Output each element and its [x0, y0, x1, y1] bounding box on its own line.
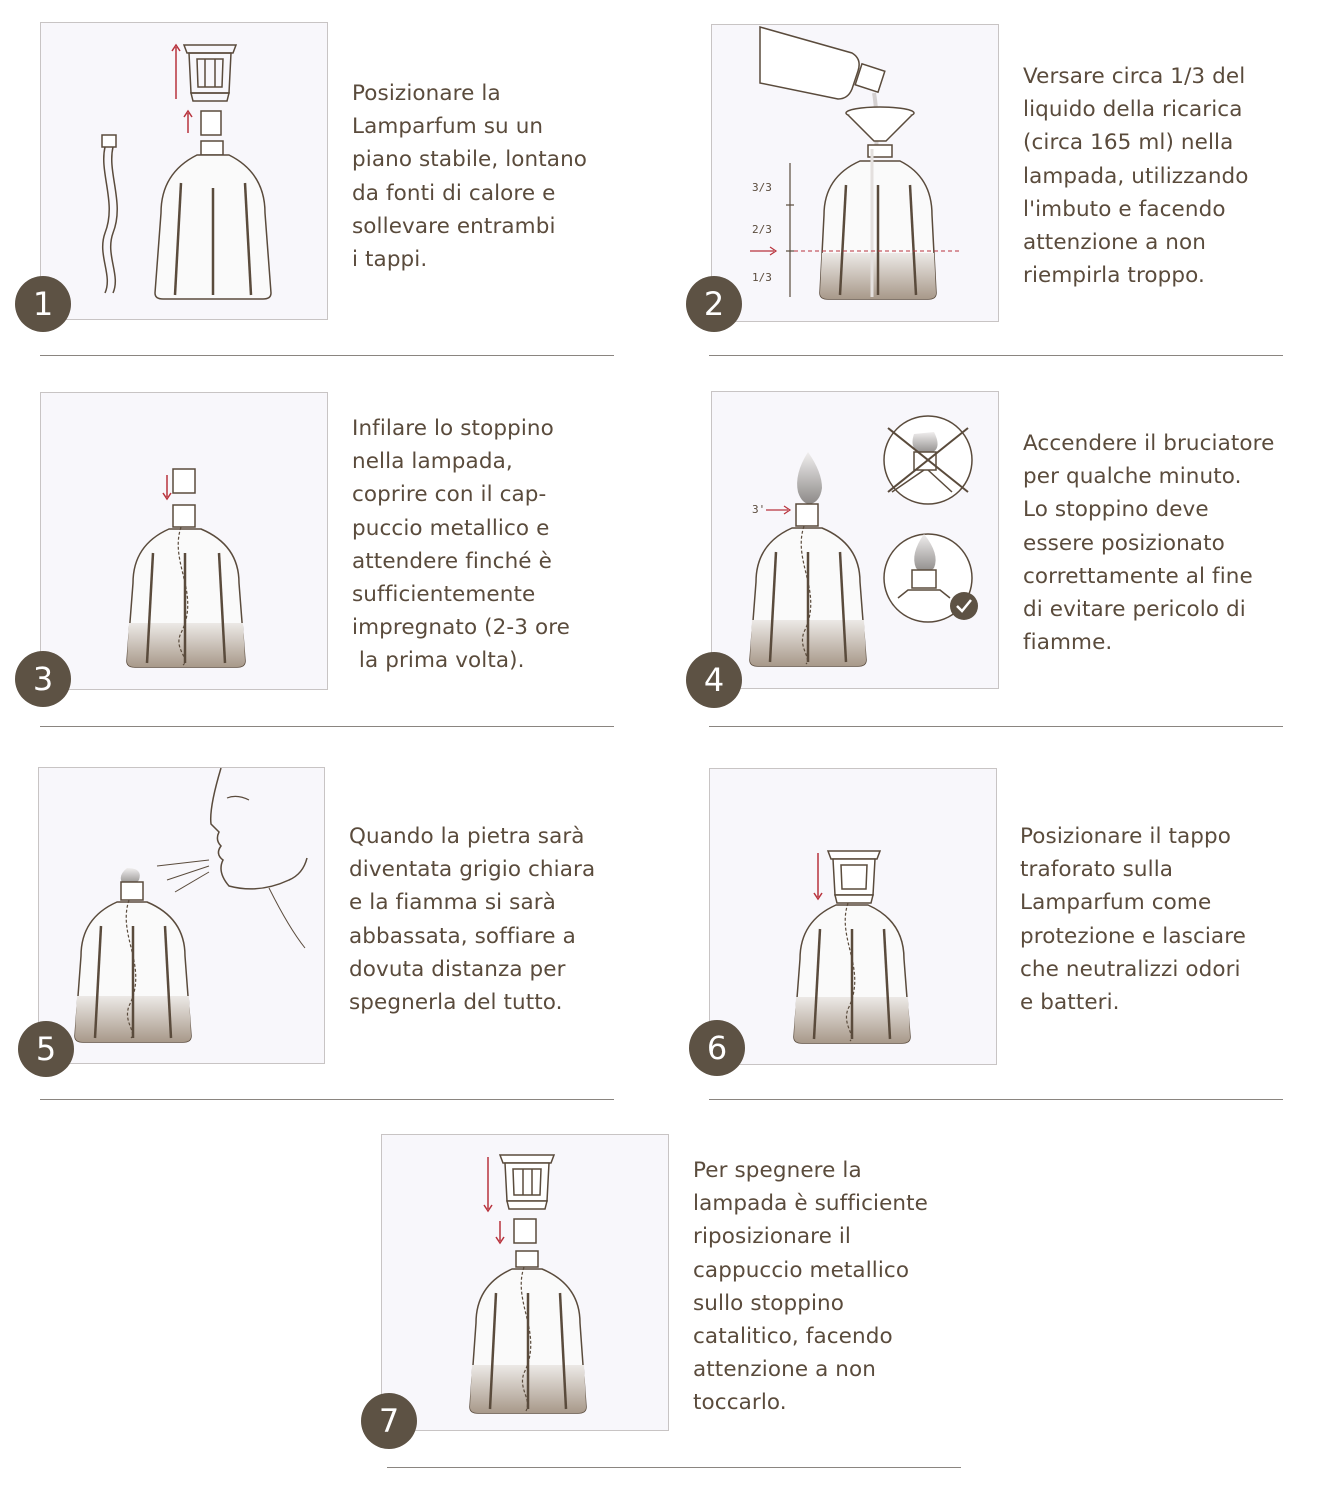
- lantern-cap-icon: [184, 45, 236, 101]
- divider: [387, 1467, 961, 1468]
- step-number-badge: 3: [15, 651, 71, 707]
- divider: [40, 726, 614, 727]
- level-label: 3/3: [752, 181, 772, 194]
- lantern-cap-icon: [828, 851, 880, 903]
- step-number-badge: 2: [686, 276, 742, 332]
- lamp-bottle-icon: [750, 504, 866, 666]
- step-3-text: Infilare lo stoppino nella lampada, coprire con il cap- puccio metallico e attendere finché è sufficientemente impregnato (2-3 ore la prima volta).: [352, 416, 571, 674]
- step-1-illustration: [40, 22, 328, 320]
- step-5-text: Quando la pietra sarà diventata grigio chiara e la fiamma si sarà abbassata, soffiare a dovuta distanza per spegnerla del tutto.: [349, 824, 596, 1016]
- time-label: 3': [752, 503, 766, 516]
- step-3-illustration: [40, 392, 328, 690]
- incorrect-position-icon: [884, 416, 972, 504]
- divider: [40, 1099, 614, 1100]
- step-2-text: Versare circa 1/3 del liquido della ricarica (circa 165 ml) nella lampada, utilizzando l'imbuto e facendo attenzione a non riempirla troppo.: [1023, 64, 1249, 289]
- divider: [709, 726, 1283, 727]
- funnel-icon: [846, 107, 914, 157]
- level-label: 1/3: [752, 271, 772, 284]
- lamp-bottle-icon: [127, 505, 245, 667]
- divider: [709, 355, 1283, 356]
- step-4-illustration: [711, 391, 999, 689]
- lamp-bottle-icon: [75, 882, 191, 1042]
- divider: [40, 355, 614, 356]
- step-number-badge: 6: [689, 1020, 745, 1076]
- step-1-text: Posizionare la Lamparfum su un piano stabile, lontano da fonti di calore e sollevare entrambi i tappi.: [352, 81, 588, 273]
- level-label: 2/3: [752, 223, 772, 236]
- lamp-bottle-icon: [820, 149, 936, 299]
- refill-bottle-icon: [760, 27, 885, 99]
- flame-icon: [797, 452, 822, 504]
- step-7-text: Per spegnere la lampada è sufficiente riposizionare il cappuccio metallico sullo stoppino catalitico, facendo attenzione a non toccarlo.: [693, 1158, 928, 1416]
- step-number-badge: 7: [361, 1393, 417, 1449]
- lamp-bottle-icon: [470, 1251, 586, 1413]
- step-6-illustration: [709, 768, 997, 1065]
- step-number-badge: 5: [18, 1021, 74, 1077]
- step-number-badge: 1: [15, 276, 71, 332]
- lamp-bottle-icon: [794, 903, 910, 1043]
- step-4-text: Accendere il bruciatore per qualche minuto. Lo stoppino deve essere posizionato correttamente al fine di evitare pericolo di fiamme.: [1023, 431, 1275, 656]
- wick-icon: [102, 135, 117, 293]
- divider: [709, 1099, 1283, 1100]
- step-2-illustration: [711, 24, 999, 322]
- step-7-illustration: [381, 1134, 669, 1431]
- lamp-bottle-icon: [155, 141, 271, 299]
- step-6-text: Posizionare il tappo traforato sulla Lamparfum come protezione e lasciare che neutralizzi odori e batteri.: [1020, 824, 1247, 1016]
- correct-position-icon: [884, 534, 978, 622]
- step-5-illustration: [38, 767, 325, 1064]
- face-profile-icon: [211, 768, 307, 889]
- lantern-cap-icon: [500, 1155, 554, 1209]
- step-number-badge: 4: [686, 652, 742, 708]
